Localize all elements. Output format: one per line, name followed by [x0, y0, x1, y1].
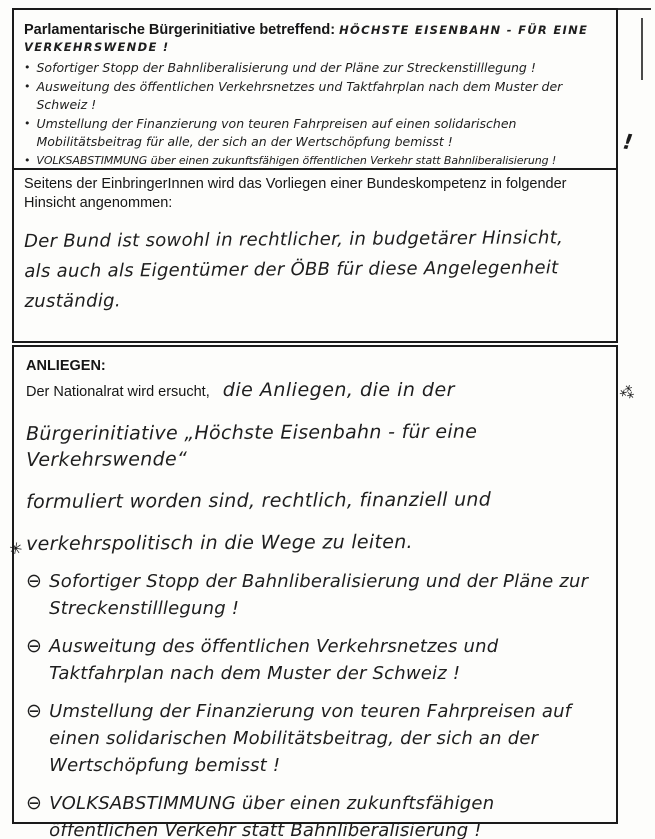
request-item	[26, 698, 608, 779]
handwritten-line: formuliert worden sind, rechtlich, finanziell und	[26, 488, 492, 513]
circled-dash-icon: ⊖	[26, 570, 43, 592]
circled-dash-icon: ⊖	[26, 635, 43, 657]
handwritten-line: zuständig.	[24, 290, 121, 312]
demand-item	[24, 152, 610, 170]
demand-item	[24, 59, 610, 77]
request-text: VOLKSABSTIMMUNG über einen zukunftsfähigen öffentlichen Verkehr statt Bahnliberalisierung !	[49, 793, 495, 839]
request-text: Sofortiger Stopp der Bahnliberalisierung und der Pläne zur Streckenstilllegung !	[49, 571, 589, 619]
request-item	[26, 568, 608, 622]
bullet-dot-icon: •	[24, 61, 31, 74]
form-title-label: Parlamentarische Bürgerinitiative betreffend:	[24, 22, 336, 38]
handwritten-line: Bürgerinitiative „Höchste Eisenbahn - für eine Verkehrswende“	[26, 420, 478, 471]
demand-text: Umstellung der Finanzierung von teuren Fahrpreisen auf einen solidarischen Mobilitätsbeitrag für alle, der sich an der Wertschöpfung bemisst !	[36, 116, 517, 149]
anliegen-heading: ANLIEGEN:	[26, 358, 106, 374]
initiative-box	[12, 8, 618, 343]
initiative-title-section	[14, 10, 616, 170]
competence-handwritten	[24, 223, 609, 317]
competence-section	[14, 170, 616, 317]
bullet-dot-icon: •	[24, 117, 31, 130]
handwritten-line: verkehrspolitisch in die Wege zu leiten.	[26, 530, 413, 555]
anliegen-intro-label: Der Nationalrat wird ersucht,	[26, 384, 210, 400]
bullet-dot-icon: •	[24, 80, 31, 93]
anliegen-intro-line	[26, 377, 608, 405]
circled-dash-icon: ⊖	[26, 792, 43, 814]
demand-text: Ausweitung des öffentlichen Verkehrsnetzes und Taktfahrplan nach dem Muster der Schweiz !	[36, 79, 563, 112]
request-item	[26, 790, 608, 839]
demand-item	[24, 115, 610, 151]
anliegen-box	[12, 345, 618, 839]
initiative-title-handwritten: HÖCHSTE EISENBAHN - FÜR EINE VERKEHRSWENDE !	[24, 23, 589, 54]
margin-scribble-icon: ⁂	[617, 381, 638, 403]
overflow-exclamation-mark: !	[621, 129, 635, 155]
competence-label: Seitens der EinbringerInnen wird das Vorliegen einer Bundeskompetenz in folgender Hinsicht angenommen:	[24, 176, 567, 211]
anliegen-intro-handwritten: die Anliegen, die in der	[222, 379, 455, 401]
request-text: Ausweitung des öffentlichen Verkehrsnetzes und Taktfahrplan nach dem Muster der Schweiz !	[49, 636, 499, 684]
bullet-dot-icon: •	[24, 154, 31, 167]
request-item	[26, 633, 608, 687]
circled-dash-icon: ⊖	[26, 700, 43, 722]
scan-edge-artifact-top	[618, 8, 651, 10]
scan-edge-artifact-right	[641, 18, 643, 80]
request-text: Umstellung der Finanzierung von teuren Fahrpreisen auf einen solidarischen Mobilitätsbeitrag, der sich an der Wertschöpfung bemisst !	[49, 701, 572, 776]
demand-text: VOLKSABSTIMMUNG über einen zukunftsfähigen öffentlichen Verkehr statt Bahnliberalisierung !	[36, 154, 557, 167]
demand-item	[24, 78, 610, 114]
form-title-line	[24, 22, 610, 56]
handwritten-line: als auch als Eigentümer der ÖBB für diese Angelegenheit	[24, 257, 559, 282]
handwritten-line: Der Bund ist sowohl in rechtlicher, in budgetärer Hinsicht,	[24, 227, 564, 252]
demand-text: Sofortiger Stopp der Bahnliberalisierung und der Pläne zur Streckenstilllegung !	[36, 60, 536, 75]
margin-asterisk-icon: ✳	[7, 537, 24, 560]
